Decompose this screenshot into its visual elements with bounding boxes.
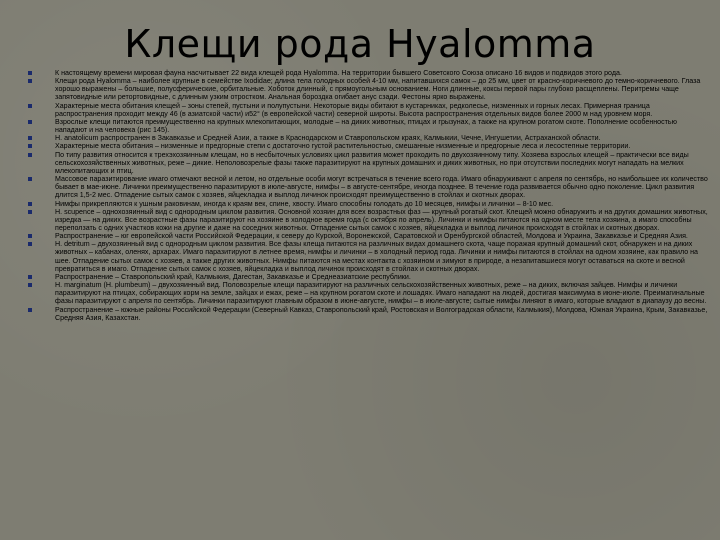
list-item-text: H. anatolicum распространен в Закавказье и Средней Азии, а также в Краснодарском и Ставропольском краях, Калмыкии, Чечне, Ингушетии, Астраханской области. [55, 134, 601, 143]
list-item [28, 281, 708, 305]
bullet-list [28, 69, 708, 322]
list-item-text: Распространение – Ставропольский край, Калмыкия, Дагестан, Закавказье и Среднеазиатские республики. [55, 272, 411, 281]
list-item [28, 208, 708, 232]
list-item-text: Клещи рода Hyalomma – наиболее крупные в семействе Ixodidae; длина тела голодных особей 4-10 мм, напитавшихся самок – до 25 мм, цвет от красно-коричневого до темно-коричневого. Глаза хорошо выражены – большие, полусферические, орбитальные. Хоботок длинный, с прямоугольным основанием. Ноги длинные, коксы первой пары глубоко расщеплены. Перитремы чаще запятовидные или ретортовидные, с длинным узким отростком. Анальная бороздка огибает анус сзади. Фестоны ярко выражены. [55, 77, 701, 102]
bullet-square-icon [28, 104, 32, 108]
list-item [28, 142, 708, 150]
list-item [28, 232, 708, 240]
list-item [28, 77, 708, 101]
list-item [28, 200, 708, 208]
bullet-square-icon [28, 210, 32, 214]
bullet-square-icon [28, 79, 32, 83]
list-item [28, 118, 708, 134]
list-item [28, 175, 708, 199]
list-item [28, 134, 708, 142]
list-item [28, 240, 708, 273]
bullet-square-icon [28, 283, 32, 287]
bullet-square-icon [28, 202, 32, 206]
list-item-text: К настоящему времени мировая фауна насчитывает 22 вида клещей рода Hyalomma. На территории бывшего Советского Союза описано 16 видов и подвидов этого рода. [55, 69, 622, 77]
bullet-square-icon [28, 71, 32, 75]
list-item [28, 69, 708, 77]
bullet-square-icon [28, 144, 32, 148]
list-item-text: Распространение – южные районы Российской Федерации (Северный Кавказ, Ставропольский край, Ростовская и Волгоградская области, Калмыкия), Молдова, Южная Украина, Крым, Закавказье, Средняя Азия, Казахстан. [55, 305, 708, 322]
bullet-square-icon [28, 120, 32, 124]
bullet-square-icon [28, 136, 32, 140]
list-item [28, 273, 708, 281]
list-item-text: Массовое паразитирование имаго отмечают весной и летом, но отдельные особи могут встречаться в течение всего года. Имаго обнаруживают с апреля по сентябрь, но наибольшее их количество бывает в мае-июне. Личинки преимущественно паразитируют в июле-августе, нимфы – в августе-сентябре, иногда позднее. В течение года развивается обычно одно поколение. Цикл развития длится 1,5-2 мес. Отпадение сытых самок с хозяев, яйцекладка и выплод личинок происходят преимущественно в стойлах и скотных дворах. [55, 175, 708, 200]
list-item-text: Распространение – юг европейской части Российской Федерации, к северу до Курской, Воронежской, Саратовской и Оренбургской областей, Молдова и Украина, Закавказье и Средняя Азия. [55, 232, 688, 241]
bullet-square-icon [28, 275, 32, 279]
list-item [28, 102, 708, 118]
bullet-square-icon [28, 177, 32, 181]
bullet-square-icon [28, 242, 32, 246]
list-item-text: H. marginatum (H. plumbeum) – двухозяинный вид. Половозрелые клещи паразитируют на различных сельскохозяйственных животных, реже – на диких, включая зайцев. Нимфы и личинки паразитируют на птицах, собирающих корм на земле, зайцах и ежах, реже – на крупном рогатом скоте и лошадях. Имаго нападают на людей, достигая максимума в июне-июле. Преимагинальные фазы паразитируют с апреля по сентябрь. Личинки паразитируют главным образом в июне-августе, нимфы – в июле-августе; сытые нимфы линяют в имаго, которые владают в диапаузу до весны. [55, 281, 707, 306]
list-item-text: По типу развития относится к трехэхозяинным клещам, но в несбыточных условиях цикл развития может проходить по двухозяинному типу. Хозяева взрослых клещей – практически все виды сельскохозяйственных животных, реже – дикие. Неполовозрелые фазы также паразитируют на крупных домашних и диких животных, но при отсутствии последних могут нападать на мелких млекопитающих и птиц. [55, 150, 689, 175]
list-item-text: Характерные места обитания клещей – зоны степей, пустыни и полупустыни. Некоторые виды обитают в кустарниках, редколесье, низменных и горных лесах. Примерная граница распространения проходит между 46 (в азиатской части) и52° (в европейской части) северной широты. Высота распространения отдельных видов более 2000 м над уровнем моря. [55, 101, 653, 118]
list-item [28, 306, 708, 322]
bullet-square-icon [28, 234, 32, 238]
list-item-text: H. scupence – однохозяинный вид с однородным циклом развития. Основной хозяин для всех возрастных фаз — крупный рогатый скот. Клещей можно обнаружить и на других домашних животных, изредка — на диких. Все возрастные фазы паразитируют на хозяине в холодное время года (с октября по апрель). Личинки и нимфы питаются на одном месте тела хозяина, а имаго способны переползать с одних участков кожи на другие и даже на соседних животных. Отпадение сытых самок с хозяев, яйцекладка и выплод личинок происходят в стойлах и скотных дворах. [55, 207, 708, 232]
list-item-text: Нимфы прикрепляются к ушным раковинам, иногда к краям век, спине, хвосту. Имаго способны голодать до 10 месяцев, нимфы и личинки – 8-10 мес. [55, 199, 554, 208]
bullet-square-icon [28, 308, 32, 312]
list-item-text: Взрослые клещи питаются преимущественно на крупных млекопитающих, молодые – на диких животных, птицах и грызунах, а также на крупном рогатом скоте. Пополнение особенностью нападают и на человека (рис 145). [55, 117, 677, 135]
bullet-square-icon [28, 153, 32, 157]
list-item [28, 151, 708, 175]
slide-title: Клещи рода Hyalomma [124, 22, 596, 66]
list-item-text: H. detritum – двухозяинный вид с однородным циклом развития. Все фазы клеща питаются на различных видах домашнего скота, чаще поражая крупный домашний скот, обнаружен и на диких животных – кабанах, оленях, архарах. Имаго паразитируют в летнее время, нимфы и личинки – в холодный период года. Личинки и нимфы питаются в стойлах на одном хозяине, как правило на шее. Отпадение сытых самок с хозяев, а также других животных. Нимфы питаются на местах контакта с хозяином и зимуют в природе, а незапитавшиеся могут оставаться на скоте и весной превратиться в имаго. Отпадение сытых самок с хозяев, яйцекладка и выплод личинок происходят в стойлах и скотных дворах. [55, 240, 699, 273]
list-item-text: Характерные места обитания – низменные и предгорные степи с достаточно густой растительностью, смешанные низменные и предгорные леса и лесостепные территории. [55, 142, 631, 151]
